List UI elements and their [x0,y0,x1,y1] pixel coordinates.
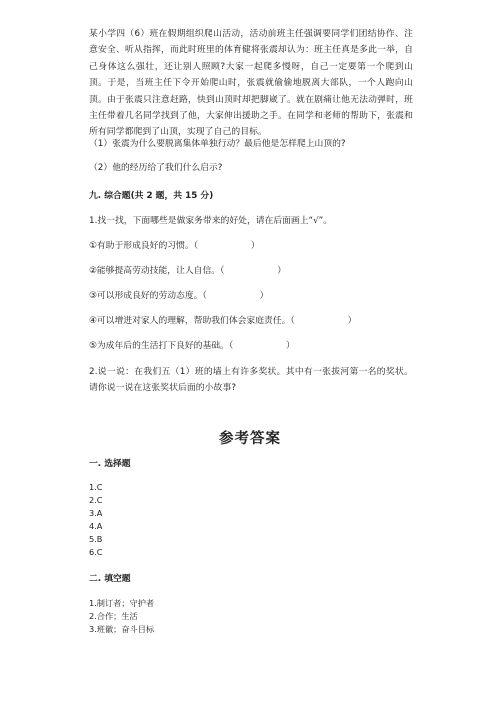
story-paragraph: 某小学四（6）班在假期组织爬山活动，活动前班主任强调要同学们团结协作、注意安全、听从指挥，而此时班里的体育健将张震却认为：班主任真是多此一举，自己身体这么强壮，还让别人照顾?大家一起爬多慢呀，自己一定要第一个爬到山顶。于是，当班主任下令开始爬山时，张震就偷偷地脱离大部队，一个人跑向山顶。由于张震只注意赶路，快到山顶时却把脚崴了。就在剧痛让他无法动弹时，班主任带着几名同学找到了他，大家伸出援助之手。在同学和老师的帮助下，张震和所有同学都爬到了山顶，实现了自己的目标。 [89,29,413,138]
section-9-heading: 九. 综合题(共 2 题，共 15 分) [89,191,214,201]
chores-option-5: ⑤为成年后的生活打下良好的基础。（ ） [89,341,295,351]
fill-blank-answer: 3.班徽；奋斗目标 [89,623,155,634]
chores-option-2: ②能够提高劳动技能，让人自信。（ ） [89,266,287,276]
chores-question: 1.找一找，下面哪些是做家务带来的好处，请在后面画上“√”。 [89,216,333,226]
fill-blank-answer: 1.制订者；守护者 [89,598,155,608]
choice-answer: 6.C [89,546,103,557]
choice-answer: 3.A [89,507,103,518]
answer-key-title: 参考答案 [219,430,281,447]
choice-answer: 2.C [89,494,103,505]
choice-answer: 4.A [89,520,103,531]
choice-answers-list [89,481,103,558]
story-question-1: （1）张震为什么要脱离集体单独行动？最后他是怎样爬上山顶的? [89,139,346,149]
chores-option-4: ④可以增进对家人的理解，帮助我们体会家庭责任。（ ） [89,316,357,326]
fill-blank-answer: 2.合作；生活 [89,610,138,621]
story-question-2: （2）他的经历给了我们什么启示? [89,163,223,173]
fill-blank-section-heading: 二. 填空题 [89,574,131,584]
choice-section-heading: 一. 选择题 [89,459,131,469]
choice-answer: 5.B [89,533,103,544]
choice-answer: 1.C [89,482,103,492]
award-story-question: 2.说一说：在我们五（1）班的墙上有许多奖状。其中有一张拔河第一名的奖状。请你说一说在这张奖状后面的小故事? [89,367,413,394]
chores-option-1: ①有助于形成良好的习惯。（ ） [89,241,260,251]
chores-option-3: ③可以形成良好的劳动态度。（ ） [89,291,269,301]
fill-blank-answers-list [89,597,154,636]
